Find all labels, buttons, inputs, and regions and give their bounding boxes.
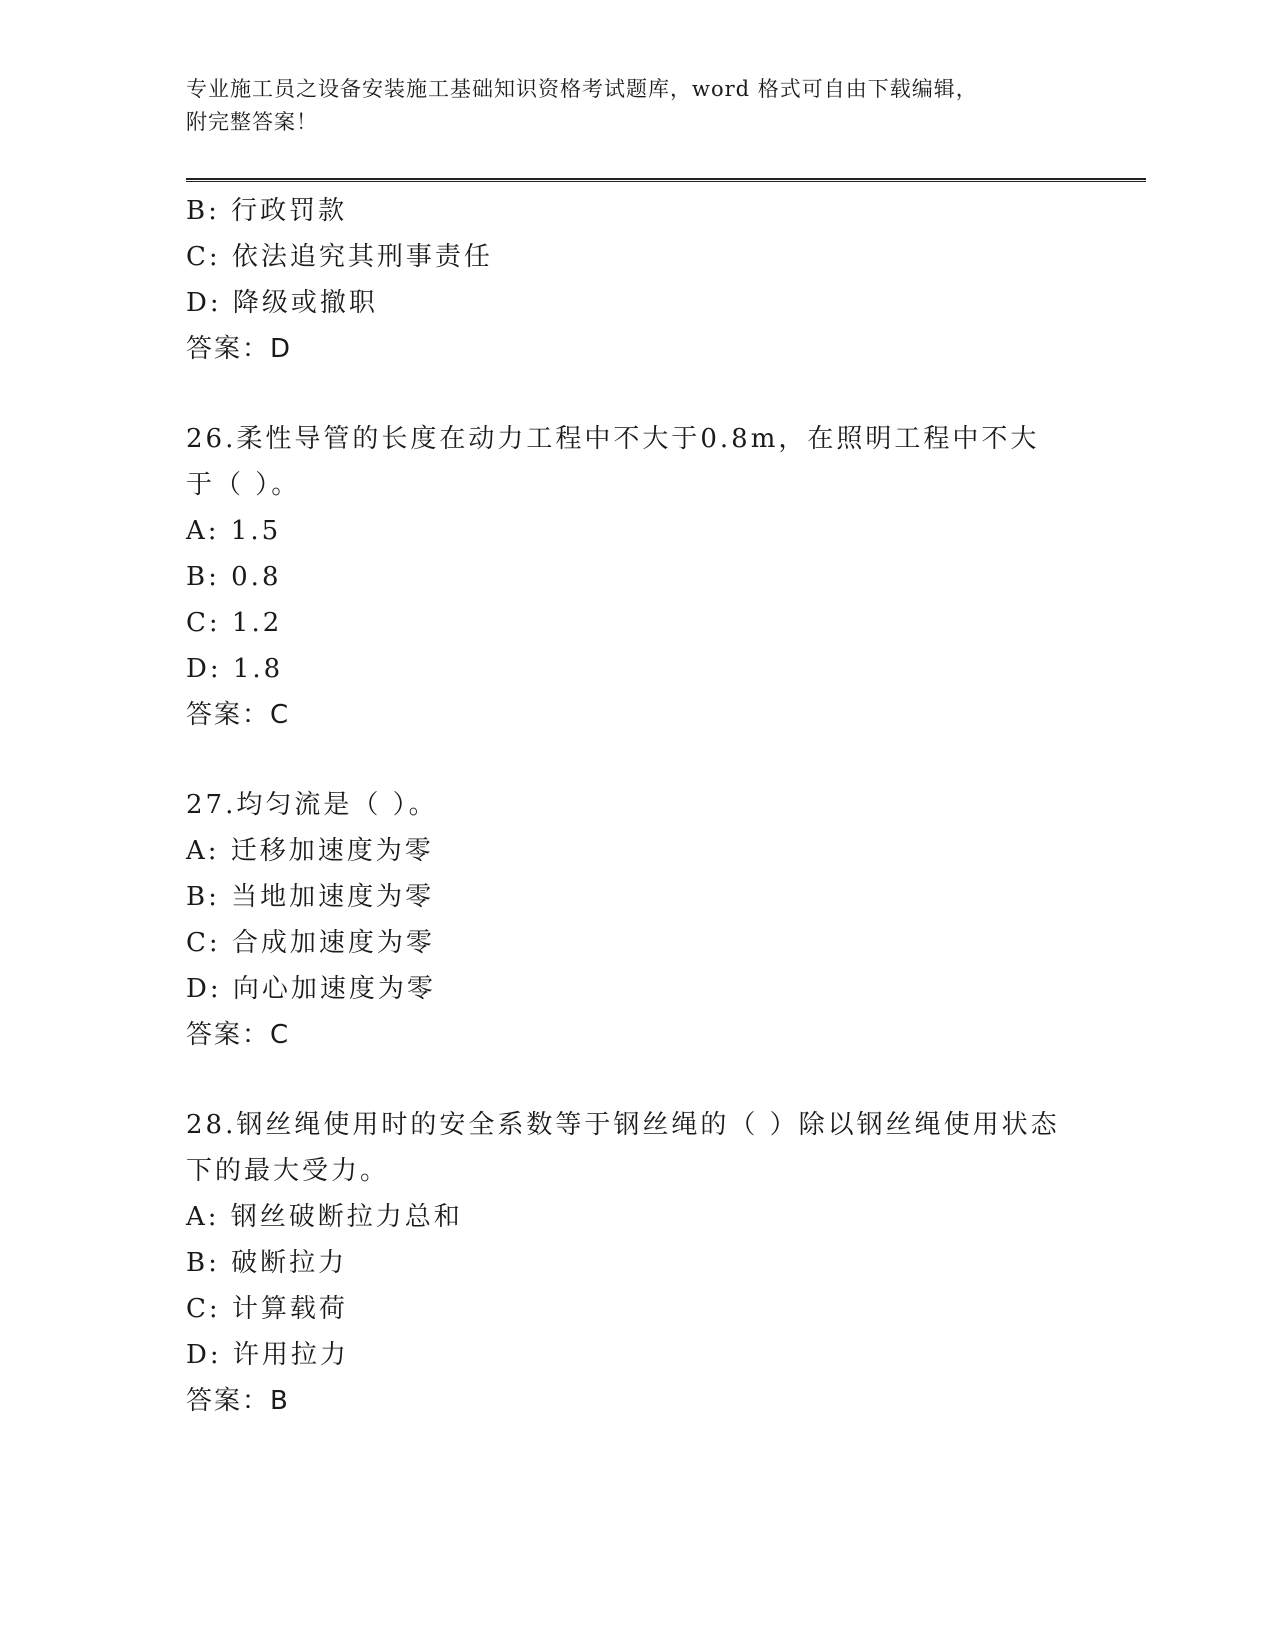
question-26 <box>186 416 1086 738</box>
question-stem: 28.钢丝绳使用时的安全系数等于钢丝绳的（ ）除以钢丝绳使用状态下的最大受力。 <box>186 1110 1060 1186</box>
spacer <box>186 1058 1086 1102</box>
spacer <box>186 738 1086 782</box>
answer-line: 答案：C <box>186 700 291 730</box>
answer-line: 答案：B <box>186 1386 290 1416</box>
answer-line: 答案：D <box>186 334 293 364</box>
answer-line: 答案：C <box>186 1020 291 1050</box>
option-b: B: 0.8 <box>186 562 282 592</box>
option-a: A: 1.5 <box>186 516 282 546</box>
header-line-2: 附完整答案！ <box>186 110 318 134</box>
document-header <box>186 73 1086 139</box>
question-list <box>186 188 1086 1424</box>
option-c: C: 合成加速度为零 <box>186 928 435 958</box>
question-25 <box>186 188 1086 372</box>
option-d: D: 许用拉力 <box>186 1340 349 1370</box>
option-c: C: 计算载荷 <box>186 1294 348 1324</box>
header-line-1: 专业施工员之设备安装施工基础知识资格考试题库，word 格式可自由下载编辑， <box>186 77 978 101</box>
option-b: B: 当地加速度为零 <box>186 882 435 912</box>
option-d: D: 降级或撤职 <box>186 288 378 318</box>
question-stem: 27.均匀流是（ ）。 <box>186 790 438 820</box>
spacer <box>186 372 1086 416</box>
option-c: C: 1.2 <box>186 608 283 638</box>
option-b: B: 破断拉力 <box>186 1248 348 1278</box>
option-a: A: 钢丝破断拉力总和 <box>186 1202 463 1232</box>
question-28 <box>186 1102 1086 1424</box>
option-b: B: 行政罚款 <box>186 196 348 226</box>
question-27 <box>186 782 1086 1058</box>
option-a: A: 迁移加速度为零 <box>186 836 434 866</box>
question-stem: 26.柔性导管的长度在动力工程中不大于0.8m，在照明工程中不大于（ ）。 <box>186 424 1040 500</box>
header-divider <box>186 178 1146 182</box>
option-d: D: 1.8 <box>186 654 284 684</box>
option-c: C: 依法追究其刑事责任 <box>186 242 493 272</box>
option-d: D: 向心加速度为零 <box>186 974 436 1004</box>
